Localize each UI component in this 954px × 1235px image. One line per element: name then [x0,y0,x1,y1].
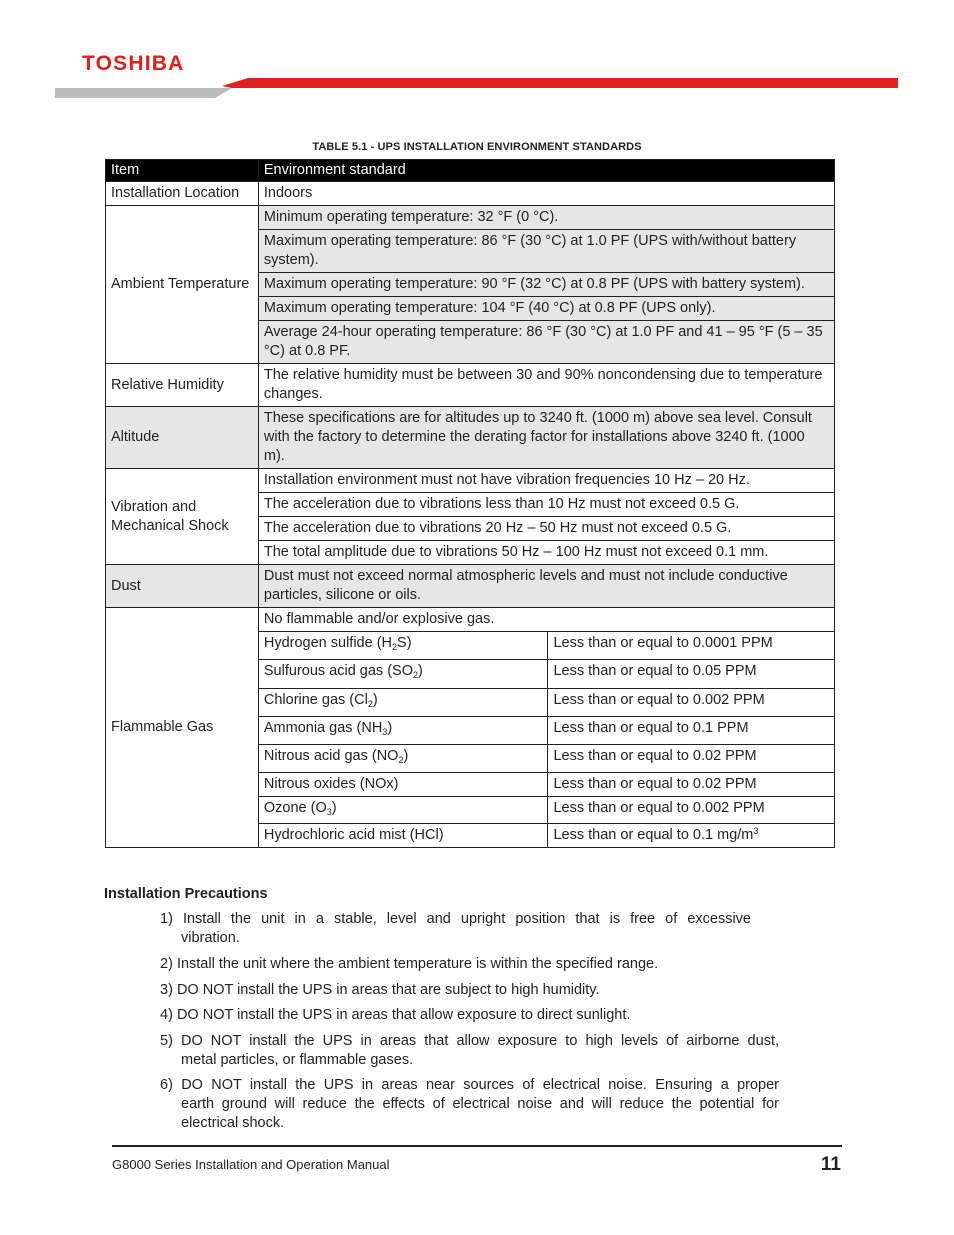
table-row [106,565,835,608]
row-label-flammable-gas: Flammable Gas [106,608,259,848]
gas-name: Hydrochloric acid mist (HCl) [258,824,548,848]
ambient-cell: Maximum operating temperature: 104 °F (40 °C) at 0.8 PF (UPS only). [258,297,834,321]
row-label-location: Installation Location [106,182,259,206]
precaution-text: 6) DO NOT install the UPS in areas near sources of electrical noise. Ensuring a proper [160,1077,780,1093]
row-value-dust: Dust must not exceed normal atmospheric levels and must not include conductive particles, silicone or oils. [258,565,834,608]
header-environment-standard: Environment standard [258,160,834,182]
gas-name: Nitrous acid gas $(NO_2)$ [258,745,548,773]
row-label-vibration: Vibration and Mechanical Shock [106,469,259,565]
gas-name: Ammonia gas $(NH_3)$ [258,717,548,745]
gas-name: Chlorine gas $(Cl_2)$ [258,689,548,717]
gas-limit: Less than or equal to 0.05 PPM [548,660,835,689]
header-item: Item [106,160,259,182]
vibration-cell: Installation environment must not have vibration frequencies 10 Hz – 20 Hz. [258,469,834,493]
precaution-text: 1) Install the unit in a stable, level and upright position that is free of excessive [160,911,751,927]
header-gray-bar [55,88,232,98]
precautions-heading: Installation Precautions [104,886,268,902]
table-title: TABLE 5.1 - UPS INSTALLATION ENVIRONMENT STANDARDS [312,141,642,153]
gas-name: Ozone $(O_3)$ [258,797,548,824]
table-row [106,206,835,230]
row-value-location: Indoors [258,182,834,206]
row-label-ambient: Ambient Temperature [106,206,259,364]
environment-standards-table [105,159,835,848]
header-red-bar [222,78,898,88]
ambient-cell: Minimum operating temperature: 32 °F (0 °C). [258,206,834,230]
gas-limit: Less than or equal to 0.1 $mg/m^3$ [548,824,835,848]
table-row [106,407,835,469]
row-value-altitude: These specifications are for altitudes up to 3240 ft. (1000 m) above sea level. Consult with the factory to determine the derating factor for installations above 3240 ft. (1000 m). [258,407,834,469]
gas-limit: Less than or equal to 0.1 PPM [548,717,835,745]
precaution-text: 5) DO NOT install the UPS in areas that allow exposure to high levels of airborne dust, [160,1033,779,1049]
vibration-cell: The acceleration due to vibrations less than 10 Hz must not exceed 0.5 G. [258,493,834,517]
footer-manual-title: G8000 Series Installation and Operation Manual [112,1157,390,1172]
gas-limit: Less than or equal to 0.002 PPM [548,797,835,824]
table-row [106,608,835,632]
row-label-altitude: Altitude [106,407,259,469]
header-swoosh-bar [0,76,954,100]
precaution-text-cont: electrical shock. [181,1115,285,1131]
gas-intro: No flammable and/or explosive gas. [258,608,834,632]
precaution-item: 3) DO NOT install the UPS in areas that are subject to high humidity. [160,982,600,998]
ambient-cell: Average 24-hour operating temperature: 86 °F (30 °C) at 1.0 PF and 41 – 95 °F (5 – 35 °C) at 0.8 PF. [258,321,834,364]
table-row [106,364,835,407]
gas-name: Hydrogen sulfide $(H_2S)$ [258,632,548,660]
precaution-text-cont: metal particles, or flammable gases. [181,1052,414,1068]
row-label-humidity: Relative Humidity [106,364,259,407]
footer-rule [112,1145,842,1147]
gas-limit: Less than or equal to 0.002 PPM [548,689,835,717]
row-label-dust: Dust [106,565,259,608]
table-row [106,469,835,493]
gas-name: Nitrous oxides (NOx) [258,773,548,797]
page-number: 11 [820,1154,841,1175]
toshiba-logo: TOSHIBA [82,52,185,75]
vibration-cell: The acceleration due to vibrations 20 Hz – 50 Hz must not exceed 0.5 G. [258,517,834,541]
ambient-cell: Maximum operating temperature: 86 °F (30 °C) at 1.0 PF (UPS with/without battery system). [258,230,834,273]
gas-limit: Less than or equal to 0.02 PPM [548,773,835,797]
table-row [106,182,835,206]
ambient-cell: Maximum operating temperature: 90 °F (32 °C) at 0.8 PF (UPS with battery system). [258,273,834,297]
table-header-row [106,160,835,182]
precaution-item: 4) DO NOT install the UPS in areas that allow exposure to direct sunlight. [160,1007,631,1023]
gas-limit: Less than or equal to 0.02 PPM [548,745,835,773]
precaution-text-cont: earth ground will reduce the effects of electrical noise and will reduce the potential for [181,1096,779,1112]
vibration-cell: The total amplitude due to vibrations 50 Hz – 100 Hz must not exceed 0.1 mm. [258,541,834,565]
gas-limit: Less than or equal to 0.0001 PPM [548,632,835,660]
precaution-text-cont: vibration. [181,930,240,946]
row-value-humidity: The relative humidity must be between 30 and 90% noncondensing due to temperature changes. [258,364,834,407]
gas-name: Sulfurous acid gas $(SO_2)$ [258,660,548,689]
precaution-item: 2) Install the unit where the ambient temperature is within the specified range. [160,956,659,972]
